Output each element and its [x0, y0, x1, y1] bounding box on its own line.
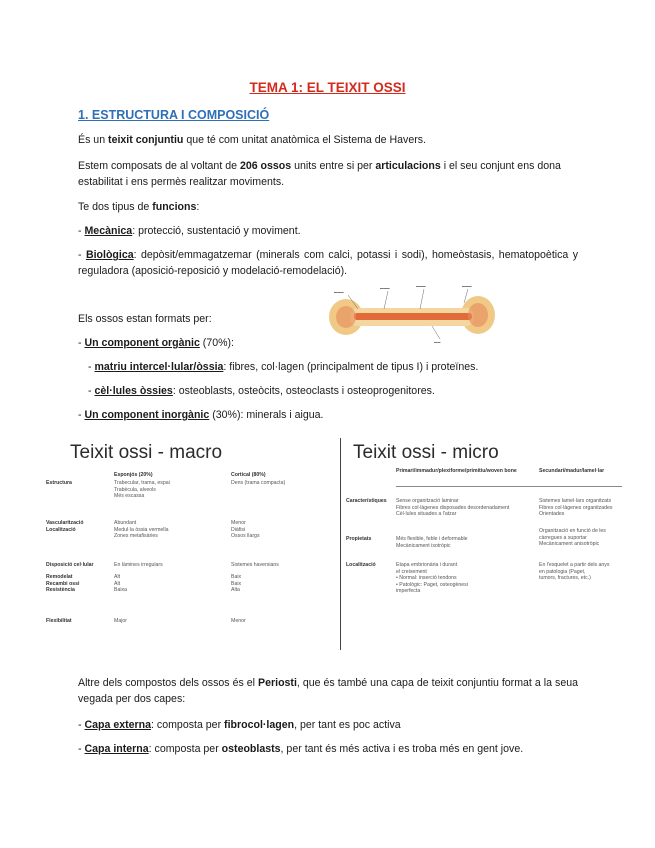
paragraph-bones: Estem composats de al voltant de 206 ossos units entre si per articulacions i el seu conjunt ens dona estabilitat i ens permès realitzar moviments. [78, 160, 561, 188]
micro-cell: Més flexible, feble i deformable Mecànicament isotròpic [396, 536, 468, 549]
micro-table-title: Teixit ossi - micro [353, 442, 499, 463]
paragraph-components: Els ossos estan formats per: [78, 313, 212, 325]
macro-header-spongy: Esponjós (20%) [114, 472, 153, 478]
list-item-outer-layer: - Capa externa: composta per fibrocol·lagen, per tant es poc activa [78, 719, 401, 731]
macro-row-label: Remodelat Recambi ossi Resistència [46, 574, 80, 594]
macro-cell: Major [114, 618, 127, 624]
macro-cell: Alt Alt Baixa [114, 574, 127, 594]
paragraph-definition: És un teixit conjuntiu que té com unitat anatòmica el Sistema de Havers. [78, 134, 426, 146]
macro-cell: Menor [231, 618, 246, 624]
tissue-tables [44, 438, 624, 654]
micro-cell: Sense organització laminar Fibres col·làgenes disposades desordenadament Cèl·lules situades a l'atzar [396, 498, 510, 518]
micro-row-label: Localització [346, 562, 376, 568]
list-item-organic: - Un component orgànic (70%): [78, 337, 234, 349]
macro-row-label: Disposició cel·lular [46, 562, 94, 568]
page-title: TEMA 1: EL TEIXIT OSSI [249, 80, 406, 95]
micro-header-primary: Primari/immadur/plexiforme/primitiu/woven bone [396, 468, 517, 474]
micro-cell: Etapa embrionària i durant el creixement • Normal: inserció tendons • Patològic: Paget, osteogènesi imperfecta [396, 562, 468, 595]
micro-header-rule [396, 486, 622, 487]
svg-text:▬▬▬: ▬▬▬ [462, 284, 472, 288]
svg-text:▬▬▬: ▬▬▬ [380, 286, 390, 290]
macro-row-label: Vascularització Localització [46, 520, 84, 533]
macro-table-title: Teixit ossi - macro [70, 442, 223, 463]
svg-text:▬▬▬: ▬▬▬ [334, 290, 344, 294]
macro-cell: Sistemes haversians [231, 562, 279, 568]
section-heading: 1. ESTRUCTURA I COMPOSICIÓ [78, 108, 270, 122]
micro-header-secondary: Secundari/madur/lamel·lar [539, 468, 605, 474]
paragraph-functions: Te dos tipus de funcions: [78, 201, 200, 213]
table-divider [340, 438, 341, 650]
list-item-cells: - cèl·lules òssies: osteoblasts, osteòcits, osteoclasts i osteoprogenitores. [88, 385, 435, 397]
macro-header-cortical: Cortical (80%) [231, 472, 266, 478]
svg-text:▬▬▬: ▬▬▬ [416, 284, 426, 288]
micro-cell: Organització en funció de les càrregues a suportar Mecànicament anisotròpic [539, 528, 606, 548]
macro-cell: Abundant Medul·la òssia vermella Zones metafisàries [114, 520, 169, 540]
list-item-biological: - Biològica: depòsit/emmagatzemar (minerals com calci, potassi i sodi), homeòstasis, hematopoètica y reguladora (aposició-reposició y modelació-remodelació). [78, 249, 578, 277]
micro-row-label: Característiques [346, 498, 387, 504]
macro-cell: Menor Diàfisi Ossos llargs [231, 520, 260, 540]
micro-cell: En l'esquelet a partir dels anys en patologia (Paget, tumors, fractures, etc.) [539, 562, 610, 582]
list-item-inorganic: - Un component inorgànic (30%): minerals i aigua. [78, 409, 324, 421]
list-item-matrix: - matriu intercel·lular/òssia: fibres, col·lagen (principalment de tipus I) i proteïnes. [88, 361, 479, 373]
macro-cell: En làmines irregulars [114, 562, 163, 568]
list-item-mechanical: - Mecànica: protecció, sustentació y moviment. [78, 225, 301, 237]
micro-row-label: Propietats [346, 536, 372, 542]
list-item-inner-layer: - Capa interna: composta per osteoblasts, per tant és més activa i es troba més en gent jove. [78, 743, 524, 755]
micro-cell: Sistemes lamel·lars organitzats Fibres col·làgenes organitzades Orientades [539, 498, 613, 518]
macro-cell: Dens (trama compacta) [231, 480, 286, 486]
macro-cell: Baix Baix Alta [231, 574, 242, 594]
macro-row-label: Estructura [46, 480, 72, 486]
macro-cell: Trabecular, trama, espai Trabècula, alveols Més escassa [114, 480, 170, 500]
macro-row-label: Flexibilitat [46, 618, 72, 624]
paragraph-periosteum: Altre dels compostos dels ossos és el Periosti, que és també una capa de teixit conjuntiu format a la seua vegada per dos capes: [78, 677, 578, 705]
long-bone-illustration [328, 281, 496, 347]
svg-text:▬▬: ▬▬ [434, 340, 441, 344]
